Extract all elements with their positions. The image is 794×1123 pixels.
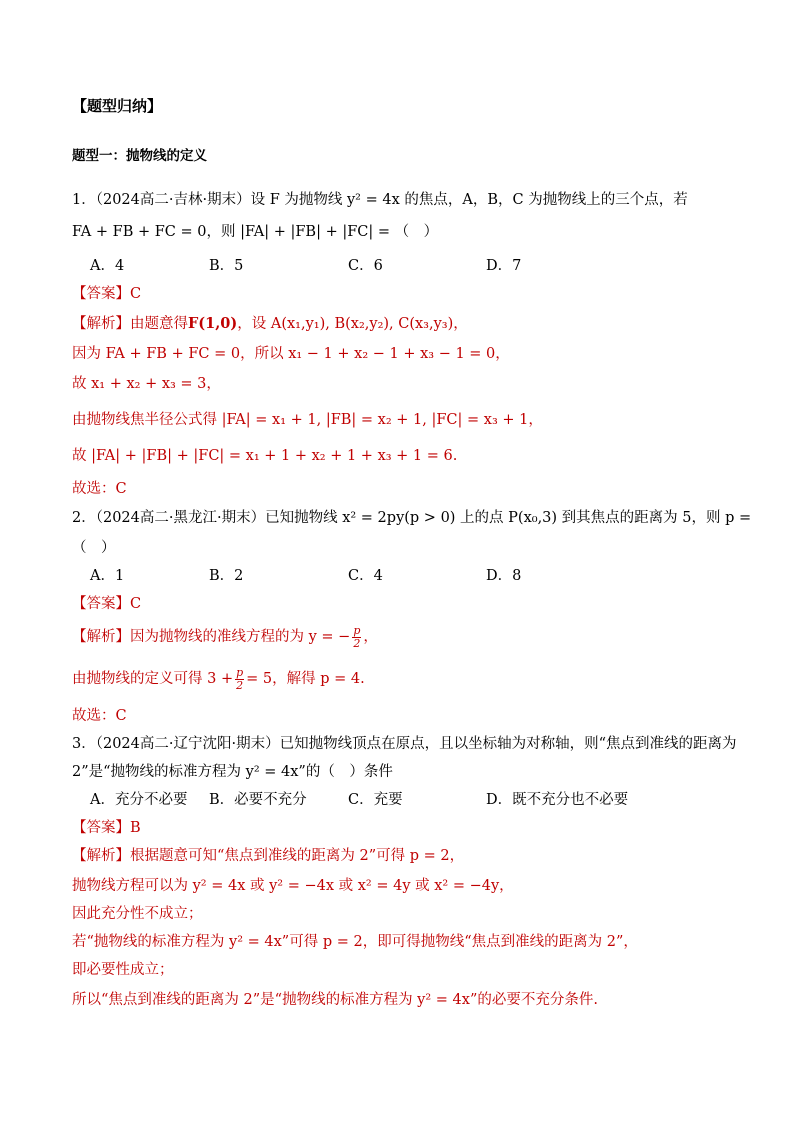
- q2-option-c: C．4: [348, 568, 383, 584]
- q3-solution-line3: 因此充分性不成立；: [72, 906, 203, 922]
- q2-stem-line1: 2．（2024高二·黑龙江·期末）已知抛物线 x² = 2py(p > 0) 上的点 P(x₀,3) 到其焦点的距离为 5，则 p =: [72, 510, 752, 526]
- q3-answer: 【答案】B: [72, 820, 141, 836]
- section-title: 【题型归纳】: [72, 97, 163, 115]
- q1-option-c: C．6: [348, 258, 383, 274]
- q3-option-a: A．充分不必要: [90, 792, 188, 808]
- q1-answer: 【答案】C: [72, 286, 142, 302]
- q1-solution-line4: 由抛物线焦半径公式得 |FA| = x₁ + 1, |FB| = x₂ + 1, |FC| = x₃ + 1，: [72, 412, 543, 428]
- q2-option-a: A．1: [90, 568, 125, 584]
- q1-solution-line6: 故选：C: [72, 481, 127, 497]
- q2-fraction-numerator: p: [353, 623, 361, 637]
- q1-stem-line1: 1．（2024高二·吉林·期末）设 F 为抛物线 y² = 4x 的焦点，A，B，C 为抛物线上的三个点，若: [72, 192, 688, 208]
- q1-options: [90, 256, 734, 276]
- q2-option-b: B．2: [209, 568, 244, 584]
- q3-options: [90, 790, 734, 810]
- q3-option-c: C．充要: [348, 792, 403, 808]
- q1-option-a: A．4: [90, 258, 125, 274]
- q3-option-d: D．既不充分也不必要: [486, 792, 629, 808]
- q3-solution-line6: 所以“焦点到准线的距离为 2”是“抛物线的标准方程为 y² = 4x”的必要不充分条件.: [72, 992, 598, 1008]
- q2-answer: 【答案】C: [72, 596, 142, 612]
- q2-fraction-p-over-2: [352, 625, 361, 650]
- q3-solution-line1: 【解析】根据题意可知“焦点到准线的距离为 2”可得 p = 2，: [72, 848, 465, 864]
- q1-solution-points: ，设 A(x₁,y₁), B(x₂,y₂), C(x₃,y₃)，: [237, 316, 468, 332]
- q2-solution-result: = 5，解得 p = 4.: [246, 671, 365, 687]
- q1-option-d: D．7: [486, 258, 522, 274]
- q3-solution-line2: 抛物线方程可以为 y² = 4x 或 y² = −4x 或 x² = 4y 或 x² = −4y，: [72, 878, 514, 894]
- q2-option-d: D．8: [486, 568, 522, 584]
- q1-solution-line2: 因为 FA + FB + FC = 0，所以 x₁ − 1 + x₂ − 1 + x₃ − 1 = 0，: [72, 346, 510, 362]
- q2-options: [90, 566, 734, 586]
- q3-solution-line4: 若“抛物线的标准方程为 y² = 4x”可得 p = 2，即可得抛物线“焦点到准线的距离为 2”，: [72, 934, 638, 950]
- q1-solution-prefix: 【解析】由题意得: [72, 316, 188, 332]
- q2-fraction-denominator: 2: [353, 636, 361, 650]
- q2-fraction-p-over-2-b: [235, 667, 244, 692]
- q2-solution-def: 由抛物线的定义可得 3 +: [72, 671, 234, 687]
- q1-solution-line3: 故 x₁ + x₂ + x₃ = 3，: [72, 376, 221, 392]
- q2-solution-line1: [72, 622, 734, 652]
- q1-solution-line5: 故 |FA| + |FB| + |FC| = x₁ + 1 + x₂ + 1 + x₃ + 1 = 6.: [72, 448, 458, 464]
- q3-stem-line2: 2”是“抛物线的标准方程为 y² = 4x”的（ ）条件: [72, 764, 393, 780]
- q2-solution-line3: 故选：C: [72, 708, 127, 724]
- q2-solution-text: 【解析】因为抛物线的准线方程的为 y = −: [72, 629, 351, 645]
- q2-stem-line2: （ ）: [72, 540, 116, 556]
- q3-solution-line5: 即必要性成立；: [72, 962, 174, 978]
- q3-stem-line1: 3．（2024高二·辽宁沈阳·期末）已知抛物线顶点在原点，且以坐标轴为对称轴，则“焦点到准线的距离为: [72, 736, 737, 752]
- type-title: 题型一：抛物线的定义: [72, 148, 207, 164]
- q1-option-b: B．5: [209, 258, 244, 274]
- q3-option-b: B．必要不充分: [209, 792, 307, 808]
- q2-solution-line2: [72, 664, 734, 694]
- q2-fraction2-numerator: p: [236, 665, 244, 679]
- q1-focus-point: F(1,0): [188, 315, 238, 332]
- q2-solution-comma: ，: [363, 629, 378, 645]
- q1-stem-line2: FA + FB + FC = 0，则 |FA| + |FB| + |FC| = （ ）: [72, 224, 439, 240]
- q2-fraction2-denominator: 2: [236, 678, 244, 692]
- q1-solution-line1: [72, 314, 734, 334]
